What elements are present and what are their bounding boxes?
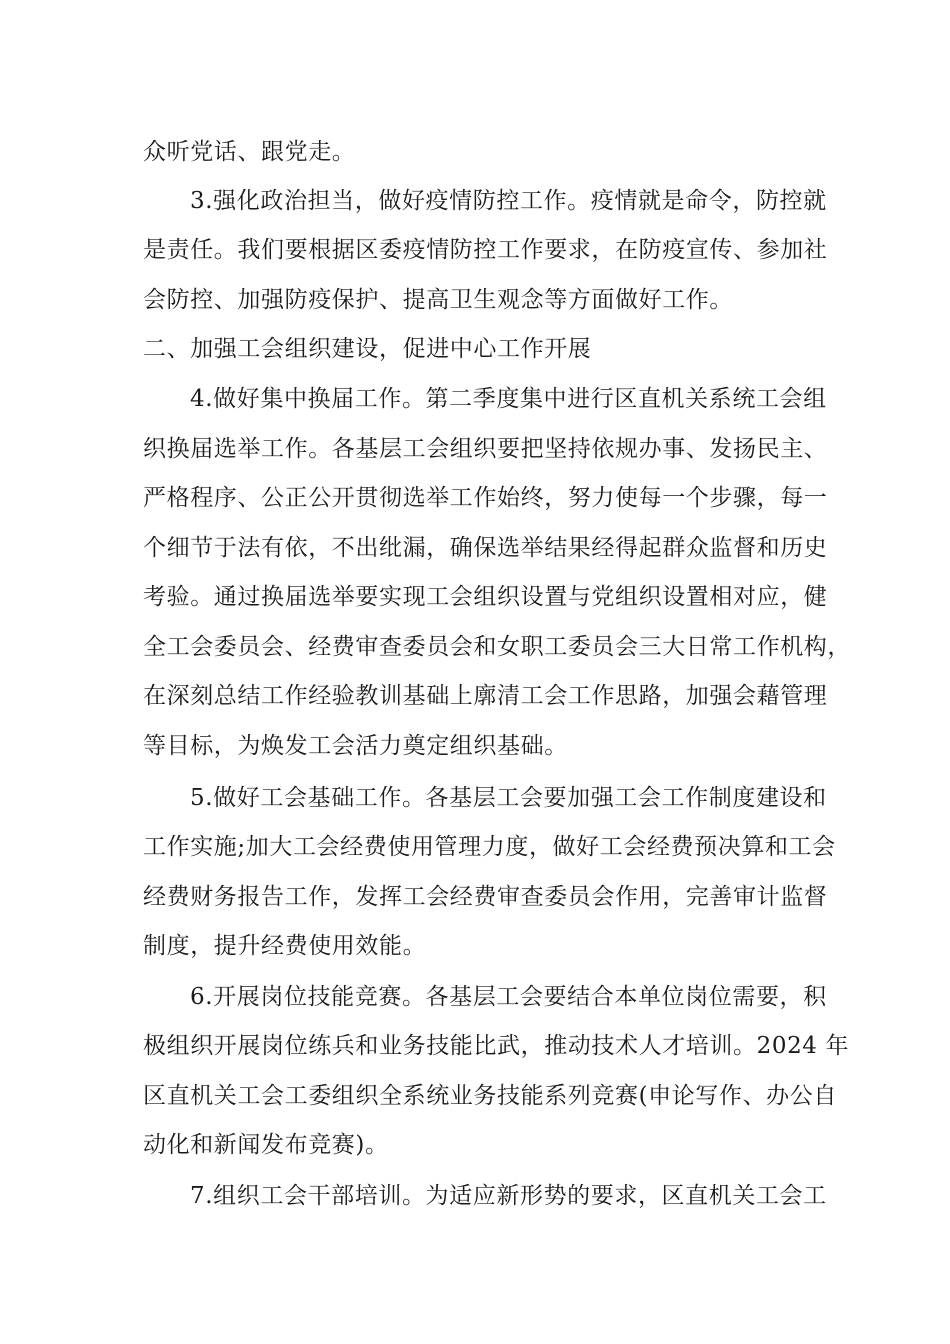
text-line: 极组织开展岗位练兵和业务技能比武，推动技术人才培训。2024 年 (143, 1033, 850, 1059)
text-line: 全工会委员会、经费审查委员会和女职工委员会三大日常工作机构， (143, 634, 851, 660)
text-line: 考验。通过换届选举要实现工会组织设置与党组织设置相对应，健 (143, 584, 828, 610)
text-line: 是责任。我们要根据区委疫情防控工作要求，在防疫宣传、参加社 (143, 237, 828, 263)
text-line: 区直机关工会工委组织全系统业务技能系列竞赛(申论写作、办公自 (143, 1083, 837, 1109)
text-line: 制度，提升经费使用效能。 (143, 933, 427, 959)
text-line: 严格程序、公正公开贯彻选举工作始终，努力使每一个步骤，每一 (143, 485, 828, 511)
text-line: 经费财务报告工作，发挥工会经费审查委员会作用，完善审计监督 (143, 884, 828, 910)
paragraph-6-line: 6.开展岗位技能竞赛。各基层工会要结合本单位岗位需要，积 (190, 984, 827, 1010)
paragraph-3-line: 3.强化政治担当，做好疫情防控工作。疫情就是命令，防控就 (190, 188, 827, 214)
text-line: 众听党话、跟党走。 (143, 139, 356, 165)
text-line: 动化和新闻发布竞赛)。 (143, 1132, 389, 1158)
text-line: 工作实施;加大工会经费使用管理力度，做好工会经费预决算和工会 (143, 834, 836, 860)
text-line: 等目标，为焕发工会活力奠定组织基础。 (143, 733, 568, 759)
text-line: 织换届选举工作。各基层工会组织要把坚持依规办事、发扬民主、 (143, 436, 828, 462)
text-line: 会防控、加强防疫保护、提高卫生观念等方面做好工作。 (143, 287, 733, 313)
section-heading: 二、加强工会组织建设，促进中心工作开展 (143, 336, 592, 362)
paragraph-4-line: 4.做好集中换届工作。第二季度集中进行区直机关系统工会组 (190, 386, 827, 412)
text-line: 个细节于法有依，不出纰漏，确保选举结果经得起群众监督和历史 (143, 535, 828, 561)
paragraph-7-line: 7.组织工会干部培训。为适应新形势的要求，区直机关工会工 (190, 1183, 827, 1209)
text-line: 在深刻总结工作经验教训基础上廓清工会工作思路，加强会藉管理 (143, 683, 828, 709)
paragraph-5-line: 5.做好工会基础工作。各基层工会要加强工会工作制度建设和 (190, 785, 827, 811)
